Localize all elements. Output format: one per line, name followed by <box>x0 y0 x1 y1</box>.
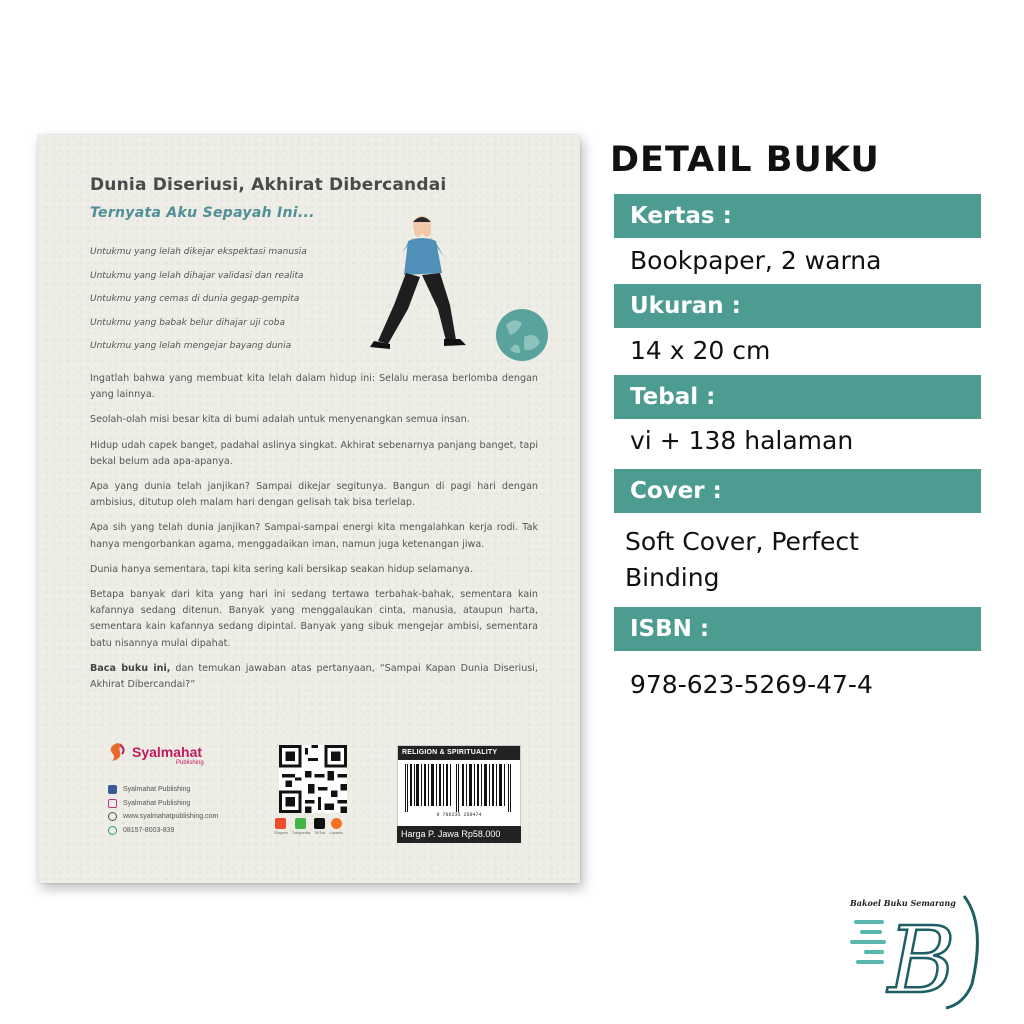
label-kertas: Kertas : <box>614 194 981 238</box>
blurb-body <box>90 371 538 702</box>
value-ukuran: 14 x 20 cm <box>630 336 771 365</box>
intro-line: Untukmu yang lelah dikejar ekspektasi manusia <box>90 247 307 257</box>
book-title: Dunia Diseriusi, Akhirat Dibercandai <box>90 175 447 195</box>
whatsapp-icon <box>108 826 117 835</box>
blurb-paragraph: Apa yang dunia telah janjikan? Sampai dikejar segitunya. Bangun di pagi hari dengan ambisius, ditutup oleh malam hari dengan gelisah tak bisa terlelap. <box>90 481 538 509</box>
store-letter: B <box>888 907 956 1012</box>
value-tebal: vi + 138 halaman <box>630 426 854 455</box>
barcode-bars <box>403 764 515 812</box>
blurb-paragraph: Ingatlah bahwa yang membuat kita lelah dalam hidup ini: Selalu merasa berlomba dengan yang lainnya. <box>90 373 538 401</box>
intro-line: Untukmu yang babak belur dihajar uji coba <box>90 317 285 328</box>
contact-instagram <box>108 797 218 811</box>
closing-bold: Baca buku ini, <box>90 662 171 674</box>
stressed-man-illustration <box>350 213 550 363</box>
blurb-paragraph: Apa sih yang telah dunia janjikan? Sampai-sampai energi kita mengalahkan kerja rodi. Tak hanya mengorbankan agama, menggadaikan iman, namun juga ketenangan jiwa. <box>90 522 538 550</box>
category-label: RELIGION & SPIRITUALITY <box>398 746 520 760</box>
book-back-cover <box>38 135 580 883</box>
facebook-icon <box>108 785 117 794</box>
contact-text: Syalmahat Publishing <box>123 786 191 794</box>
contact-web <box>108 810 218 824</box>
value-cover-line2: Binding <box>625 563 720 592</box>
store-name: Bakoel Buku Semarang <box>850 898 956 908</box>
barcode-number: 9 786235 269474 <box>436 812 482 818</box>
value-isbn: 978-623-5269-47-4 <box>630 670 873 699</box>
book-subtitle: Ternyata Aku Sepayah Ini... <box>90 205 315 221</box>
publisher-sub: Publishing <box>176 760 204 766</box>
blurb-paragraph: Betapa banyak dari kita yang hari ini sedang tertawa terbahak-bahak, sementara kain kafannya sedang ditenun. Banyak yang menggalaukan cinta, manusia, ataupun harta, sementara kain kafannya sedang dipintal. Banyak yang sibuk mengejar ambisi, sementara batu nisannya mulai dipahat. <box>90 589 538 649</box>
publisher-contacts <box>108 783 218 837</box>
lazada-icon: Lazada <box>329 818 342 835</box>
closing-rest: dan temukan jawaban atas pertanyaan, “Sampai Kapan Dunia Diseriusi, Akhirat Dibercandai?” <box>90 662 538 691</box>
store-logo <box>846 884 986 1012</box>
intro-lines <box>90 247 307 365</box>
qr-code <box>278 745 348 813</box>
contact-text: Syalmahat Publishing <box>123 799 191 807</box>
publisher-logo <box>106 741 204 766</box>
shopee-icon: Shopee <box>274 818 288 835</box>
publisher-mark-icon <box>106 741 128 763</box>
marketplace-icons <box>274 818 343 835</box>
blurb-paragraph: Hidup udah capek banget, padahal aslinya singkat. Akhirat sebenarnya panjang banget, tapi bekal belum ada apa-apanya. <box>90 439 538 467</box>
value-cover-line1: Soft Cover, Perfect <box>625 527 859 556</box>
contact-text: www.syalmahatpublishing.com <box>123 813 219 821</box>
contact-whatsapp <box>108 824 218 838</box>
label-tebal: Tebal : <box>614 375 981 419</box>
tiktok-icon: TikTok <box>314 818 325 835</box>
contact-text: 08157-8003-839 <box>123 826 175 834</box>
contact-facebook <box>108 783 218 797</box>
web-icon <box>108 812 117 821</box>
label-isbn: ISBN : <box>614 607 981 651</box>
publisher-name: Syalmahat <box>132 744 203 760</box>
intro-line: Untukmu yang lelah mengejar bayang dunia <box>90 341 292 352</box>
intro-line: Untukmu yang cemas di dunia gegap-gempita <box>90 294 300 305</box>
instagram-icon <box>108 799 117 808</box>
blurb-paragraph: Dunia hanya sementara, tapi kita sering kali bersikap seakan hidup selamanya. <box>90 563 473 575</box>
intro-line: Untukmu yang lelah dihajar validasi dan realita <box>90 270 304 281</box>
tokopedia-icon: Tokopedia <box>292 818 310 835</box>
label-ukuran: Ukuran : <box>614 284 981 328</box>
blurb-closing <box>90 661 538 693</box>
price-label: Harga P. Jawa Rp58.000 <box>397 826 521 843</box>
detail-heading: DETAIL BUKU <box>610 140 880 180</box>
blurb-paragraph: Seolah-olah misi besar kita di bumi adalah untuk menyenangkan semua insan. <box>90 414 470 426</box>
value-kertas: Bookpaper, 2 warna <box>630 246 882 275</box>
label-cover: Cover : <box>614 469 981 513</box>
